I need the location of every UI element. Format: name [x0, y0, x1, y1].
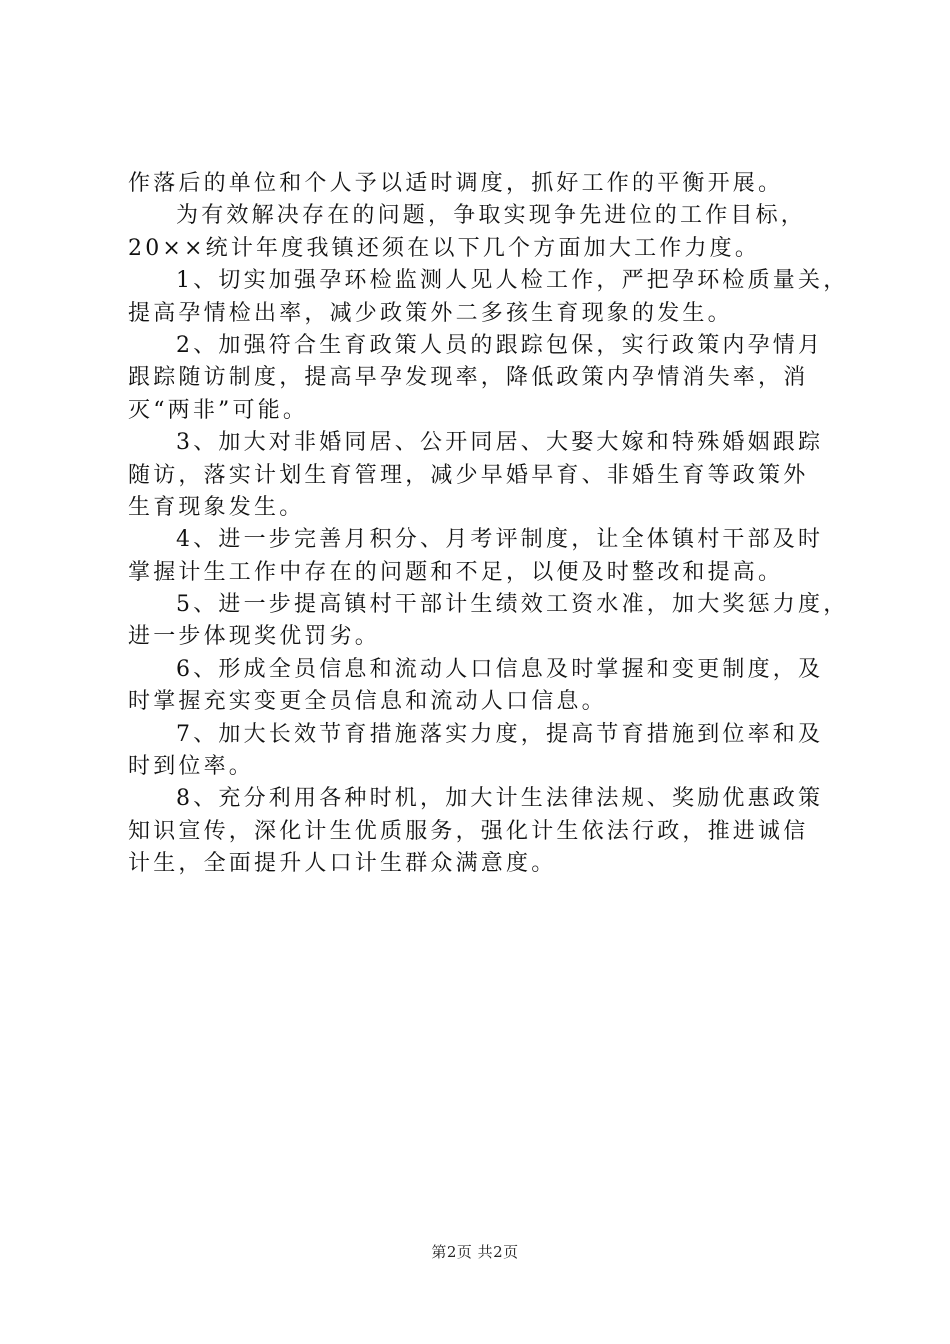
list-item-line: 提高孕情检出率，减少政策外二多孩生育现象的发生。 — [128, 300, 733, 326]
list-item-line: 3、加大对非婚同居、公开同居、大娶大嫁和特殊婚姻跟踪 — [176, 430, 824, 456]
list-item-line: 时掌握充实变更全员信息和流动人口信息。 — [128, 689, 607, 715]
list-item-line: 掌握计生工作中存在的问题和不足，以便及时整改和提高。 — [128, 559, 784, 585]
list-item-line: 7、加大长效节育措施落实力度，提高节育措施到位率和及 — [176, 721, 824, 747]
list-item-line: 随访，落实计划生育管理，减少早婚早育、非婚生育等政策外 — [128, 462, 809, 488]
document-body — [128, 168, 849, 881]
list-item-line: 4、进一步完善月积分、月考评制度，让全体镇村干部及时 — [176, 527, 824, 553]
list-item-line: 1、切实加强孕环检监测人见人检工作，严把孕环检质量关， — [176, 268, 849, 294]
list-item-line: 跟踪随访制度，提高早孕发现率，降低政策内孕情消失率，消 — [128, 365, 809, 391]
list-item-line: 2、加强符合生育政策人员的跟踪包保，实行政策内孕情月 — [176, 332, 824, 358]
page-number-footer: 第2页 共2页 — [431, 1243, 519, 1261]
list-item-line: 生育现象发生。 — [128, 494, 305, 520]
paragraph-line: 作落后的单位和个人予以适时调度，抓好工作的平衡开展。 — [128, 171, 784, 196]
list-item-line: 灭“两非”可能。 — [128, 397, 309, 423]
list-item-line: 6、形成全员信息和流动人口信息及时掌握和变更制度，及 — [176, 656, 824, 682]
list-item-line: 进一步体现奖优罚劣。 — [128, 624, 381, 650]
paragraph-line: 为有效解决存在的问题，争取实现争先进位的工作目标， — [176, 203, 807, 229]
paragraph-line: 20××统计年度我镇还须在以下几个方面加大工作力度。 — [128, 235, 761, 261]
list-item-line: 知识宣传，深化计生优质服务，强化计生依法行政，推进诚信 — [128, 818, 809, 844]
list-item-line: 时到位率。 — [128, 754, 255, 780]
list-item-line: 计生，全面提升人口计生群众满意度。 — [128, 851, 557, 877]
list-item-line: 8、充分利用各种时机，加大计生法律法规、奖励优惠政策 — [176, 786, 824, 812]
list-item-line: 5、进一步提高镇村干部计生绩效工资水准，加大奖惩力度， — [176, 592, 849, 618]
